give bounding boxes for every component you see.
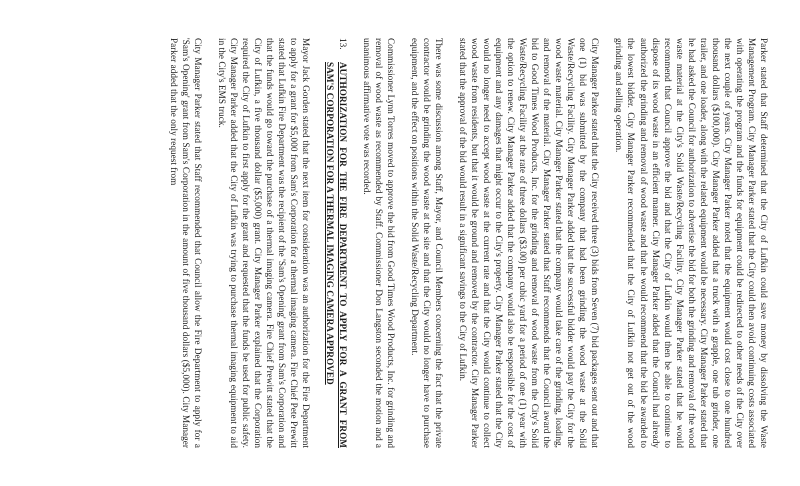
body-paragraph: City Manager Parker stated that the City received three (3) bids from Seven (7) bid packages sent out and that one (1) bid was submitted by the company that had been grinding the wood waste at the Solid Waste/Recycling Facility. City Manager Parker added that the successful bidder would pay the City for the wood waste material. City Manager Parker stated that the company would take care of the grinding, loading, and removal of the material. City Manager Parker stated that Staff recommends that the Council award the bid to Good Times Wood Products, Inc. for the grinding and removal of wood waste from the City's Solid Waste/Recycling Facility at the rate of three dollars ($3.00) per cubic yard for a period of one (1) year with the option to renew. City Manager Parker added that the company would also be responsible for the cost of equipment and any damages that might occur to the City's property. City Manager Parker stated that the City would no longer need to accept wood waste at the current rate and that the City would continue to collect wood waste from residents, but that it would be ground and removed by the contractor. City Manager Parker stated that the approval of the bid would result in a significant savings to the City of Lufkin. [457, 38, 601, 448]
body-paragraph: Mayor Jack Gorden stated that the next item for consideration was an authorization for the Fire Department to apply for a grant for $5,000 from Sam's Corporation for a thermal imaging camera. Fire Chief Pete Prewitt stated that Lufkin Fire Department was the recipient of the 'Sam's Opening' grant from Sam's Corporation and that the funds would go toward the purchase of a thermal imaging camera. Fire Chief Prewitt stated that the City of Lufkin, a five thousand dollar ($5,000) grant. City Manager Parker explained that the Corporation required the City of Lufkin to first apply for the grant and requested that the funds be used for public safety. City Manager Parker added that the City of Lufkin was trying to purchase thermal imaging equipment to aid in the City's EMS truck. [217, 38, 312, 448]
body-paragraph: City Manager Parker stated that Staff recommended that Council allow the Fire Department to apply for a 'Sam's Opening' grant from Sam's Corporation in the amount of five thousand dollars ($5,000). City Manager Parker added that the only request from [168, 38, 204, 448]
agenda-section-heading [324, 38, 348, 448]
section-title: AUTHORIZATION FOR THE FIRE DEPARTMENT TO APPLY FOR A GRANT FROM SAM'S CORPORATION FOR A THERMAL IMAGING CAMERA APPROVED [325, 62, 348, 448]
motion-paragraph: Commissioner Lynn Torres moved to approve the bid from Good Times Wood Products, Inc. for grinding and removal of wood waste as recommended by Staff. Commissioner Don Langston seconded the motion and a unanimous affirmative vote was recorded. [361, 38, 396, 448]
body-paragraph: There was some discussion among Staff, Mayor, and Council Members concerning the fact that the private contractor would be grinding the wood waste at the site and that the City would no longer have to purchase equipment, and the effect on positions within the Solid Waste/Recycling Department. [409, 38, 444, 448]
body-paragraph: Parker stated that Staff determined that the City of Lufkin could save money by dissolving the Waste Management Program. City Manager Parker stated that the City could then avoid continuing costs associated with operating the program and the funds for equipment could be redirected to other needs of the City over the next couple of years. City Manager Parker noted that the equipment would cost close to one hundred thousand dollars ($100,000). City Manager Parker added that a truck with a grapple, one tub grinder, one trailer, and one loader, along with the related equipment would be necessary. City Manager Parker stated that he had asked the Council for authorization to advertise the bid for both the grinding and removal of the wood waste material at the City's Solid Waste/Recycling Facility. City Manager Parker stated that he would recommend that Council approve the bid and that the City of Lufkin would then be able to continue to dispose of its wood waste in an efficient manner. City Manager Parker added that the Council had already authorized the grinding and removal of wood waste and that he would recommend that the bid be awarded to the lowest bidder. City Manager Parker recommended that the City of Lufkin not get out of the wood grinding and selling operation. [614, 38, 769, 448]
section-number: 13. [337, 38, 348, 50]
